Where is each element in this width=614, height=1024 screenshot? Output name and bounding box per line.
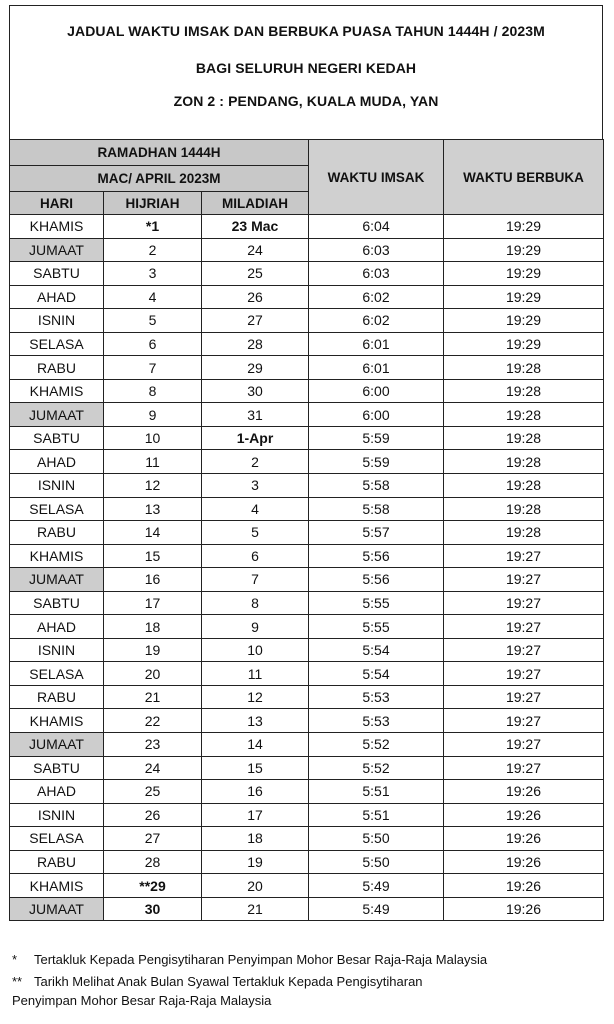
imsak-time-cell: 5:51 [309, 780, 444, 804]
berbuka-time-cell: 19:29 [444, 332, 604, 356]
berbuka-time-cell: 19:28 [444, 497, 604, 521]
day-cell: SABTU [10, 756, 104, 780]
miladiah-cell: 30 [202, 379, 309, 403]
berbuka-time-cell: 19:27 [444, 591, 604, 615]
footnote-text: Tarikh Melihat Anak Bulan Syawal Tertakluk Kepada Pengisytiharan [34, 974, 423, 989]
berbuka-time-cell: 19:26 [444, 803, 604, 827]
table-row [10, 474, 604, 498]
day-cell: KHAMIS [10, 709, 104, 733]
miladiah-cell: 4 [202, 497, 309, 521]
imsak-time-cell: 6:02 [309, 285, 444, 309]
hijriah-cell: 13 [104, 497, 202, 521]
miladiah-cell: 20 [202, 874, 309, 898]
miladiah-cell: 13 [202, 709, 309, 733]
hijriah-cell: 22 [104, 709, 202, 733]
miladiah-cell: 8 [202, 591, 309, 615]
miladiah-cell: 28 [202, 332, 309, 356]
imsak-time-cell: 5:54 [309, 662, 444, 686]
miladiah-cell: 3 [202, 474, 309, 498]
miladiah-cell: 26 [202, 285, 309, 309]
hijriah-cell: 28 [104, 850, 202, 874]
hijriah-cell: 7 [104, 356, 202, 380]
day-cell: JUMAAT [10, 568, 104, 592]
imsak-time-cell: 5:49 [309, 897, 444, 921]
imsak-time-cell: 6:04 [309, 215, 444, 239]
hijriah-cell: 20 [104, 662, 202, 686]
berbuka-time-cell: 19:27 [444, 568, 604, 592]
berbuka-time-cell: 19:29 [444, 262, 604, 286]
day-cell: SELASA [10, 332, 104, 356]
miladiah-cell: 25 [202, 262, 309, 286]
hijriah-cell: 16 [104, 568, 202, 592]
hijriah-cell: 2 [104, 238, 202, 262]
document-title: JADUAL WAKTU IMSAK DAN BERBUKA PUASA TAHUN 1444H / 2023M [67, 23, 545, 39]
berbuka-time-cell: 19:27 [444, 638, 604, 662]
imsak-time-cell: 6:00 [309, 403, 444, 427]
hijriah-cell: 4 [104, 285, 202, 309]
miladiah-cell: 7 [202, 568, 309, 592]
imsak-time-cell: 5:52 [309, 756, 444, 780]
hijriah-cell: 3 [104, 262, 202, 286]
imsak-time-cell: 6:03 [309, 262, 444, 286]
hijriah-cell: 6 [104, 332, 202, 356]
day-cell: AHAD [10, 450, 104, 474]
day-cell: SABTU [10, 426, 104, 450]
table-row [10, 285, 604, 309]
imsak-time-cell: 5:53 [309, 709, 444, 733]
berbuka-time-cell: 19:28 [444, 426, 604, 450]
hijriah-cell: 14 [104, 521, 202, 545]
berbuka-time-cell: 19:29 [444, 309, 604, 333]
hijriah-cell: *1 [104, 215, 202, 239]
footnote-2 [12, 972, 608, 991]
imsak-time-cell: 5:51 [309, 803, 444, 827]
miladiah-cell: 21 [202, 897, 309, 921]
table-row [10, 897, 604, 921]
imsak-time-cell: 5:54 [309, 638, 444, 662]
day-cell: RABU [10, 685, 104, 709]
imsak-time-cell: 6:01 [309, 356, 444, 380]
hijriah-cell: 10 [104, 426, 202, 450]
footnote-text: Tertakluk Kepada Pengisytiharan Penyimpan Mohor Besar Raja-Raja Malaysia [34, 952, 488, 967]
footnote-marker: * [12, 952, 18, 967]
day-cell: KHAMIS [10, 874, 104, 898]
miladiah-cell: 9 [202, 615, 309, 639]
berbuka-time-cell: 19:27 [444, 615, 604, 639]
table-row [10, 544, 604, 568]
miladiah-cell: 27 [202, 309, 309, 333]
hijriah-cell: 18 [104, 615, 202, 639]
table-row [10, 215, 604, 239]
table-row [10, 497, 604, 521]
day-cell: AHAD [10, 615, 104, 639]
berbuka-time-cell: 19:29 [444, 215, 604, 239]
table-row [10, 309, 604, 333]
hijriah-cell: 8 [104, 379, 202, 403]
hijriah-cell: 17 [104, 591, 202, 615]
miladiah-cell: 5 [202, 521, 309, 545]
month-group-header: MAC/ APRIL 2023M [10, 166, 309, 192]
miladiah-cell: 23 Mac [202, 215, 309, 239]
day-cell: SELASA [10, 662, 104, 686]
table-row [10, 521, 604, 545]
berbuka-time-cell: 19:27 [444, 544, 604, 568]
miladiah-cell: 10 [202, 638, 309, 662]
table-row [10, 709, 604, 733]
berbuka-time-cell: 19:26 [444, 780, 604, 804]
footnote-2-continuation: Penyimpan Mohor Besar Raja-Raja Malaysia [12, 993, 272, 1008]
imsak-time-cell: 6:00 [309, 379, 444, 403]
table-row [10, 426, 604, 450]
table-row [10, 615, 604, 639]
berbuka-time-cell: 19:27 [444, 662, 604, 686]
berbuka-time-cell: 19:26 [444, 850, 604, 874]
day-cell: ISNIN [10, 474, 104, 498]
hijriah-cell: 26 [104, 803, 202, 827]
day-cell: KHAMIS [10, 544, 104, 568]
berbuka-time-cell: 19:28 [444, 403, 604, 427]
document-header [9, 5, 603, 139]
imsak-time-cell: 5:58 [309, 474, 444, 498]
day-cell: RABU [10, 356, 104, 380]
table-row [10, 733, 604, 757]
berbuka-time-cell: 19:29 [444, 238, 604, 262]
zone-label: ZON 2 : PENDANG, KUALA MUDA, YAN [173, 93, 439, 109]
table-row [10, 874, 604, 898]
day-cell: KHAMIS [10, 215, 104, 239]
table-row [10, 662, 604, 686]
miladiah-cell: 6 [202, 544, 309, 568]
table-row [10, 591, 604, 615]
imsak-time-cell: 5:57 [309, 521, 444, 545]
table-row [10, 568, 604, 592]
miladiah-column-header: MILADIAH [202, 192, 309, 215]
day-cell: SELASA [10, 827, 104, 851]
imsak-time-cell: 5:55 [309, 591, 444, 615]
table-row [10, 356, 604, 380]
hijriah-cell: 19 [104, 638, 202, 662]
miladiah-cell: 17 [202, 803, 309, 827]
footnote-1 [12, 950, 608, 969]
imsak-time-cell: 5:52 [309, 733, 444, 757]
berbuka-time-cell: 19:26 [444, 827, 604, 851]
hijriah-cell: 25 [104, 780, 202, 804]
table-row [10, 238, 604, 262]
day-cell: JUMAAT [10, 897, 104, 921]
berbuka-time-cell: 19:28 [444, 474, 604, 498]
imsak-column-header: WAKTU IMSAK [309, 140, 444, 215]
imsak-time-cell: 5:50 [309, 827, 444, 851]
miladiah-cell: 1-Apr [202, 426, 309, 450]
berbuka-time-cell: 19:28 [444, 450, 604, 474]
imsak-time-cell: 5:50 [309, 850, 444, 874]
day-cell: KHAMIS [10, 379, 104, 403]
berbuka-time-cell: 19:28 [444, 356, 604, 380]
day-cell: JUMAAT [10, 238, 104, 262]
berbuka-time-cell: 19:28 [444, 379, 604, 403]
hijriah-cell: 30 [104, 897, 202, 921]
miladiah-cell: 16 [202, 780, 309, 804]
day-cell: SABTU [10, 591, 104, 615]
day-cell: ISNIN [10, 803, 104, 827]
day-cell: RABU [10, 521, 104, 545]
hijriah-cell: 27 [104, 827, 202, 851]
miladiah-cell: 15 [202, 756, 309, 780]
miladiah-cell: 12 [202, 685, 309, 709]
document-subtitle: BAGI SELURUH NEGERI KEDAH [195, 60, 417, 76]
hijriah-cell: 24 [104, 756, 202, 780]
hijriah-cell: 23 [104, 733, 202, 757]
day-cell: JUMAAT [10, 733, 104, 757]
imsak-time-cell: 6:01 [309, 332, 444, 356]
table-row [10, 332, 604, 356]
berbuka-time-cell: 19:26 [444, 874, 604, 898]
table-row [10, 756, 604, 780]
berbuka-time-cell: 19:27 [444, 756, 604, 780]
imsak-time-cell: 5:56 [309, 568, 444, 592]
miladiah-cell: 19 [202, 850, 309, 874]
miladiah-cell: 11 [202, 662, 309, 686]
imsak-time-cell: 5:49 [309, 874, 444, 898]
day-cell: AHAD [10, 285, 104, 309]
miladiah-cell: 18 [202, 827, 309, 851]
berbuka-time-cell: 19:27 [444, 709, 604, 733]
berbuka-time-cell: 19:26 [444, 897, 604, 921]
day-cell: JUMAAT [10, 403, 104, 427]
table-row [10, 638, 604, 662]
table-row [10, 827, 604, 851]
day-cell: RABU [10, 850, 104, 874]
berbuka-column-header: WAKTU BERBUKA [444, 140, 604, 215]
miladiah-cell: 2 [202, 450, 309, 474]
day-cell: AHAD [10, 780, 104, 804]
hijriah-cell: 15 [104, 544, 202, 568]
miladiah-cell: 29 [202, 356, 309, 380]
hijriah-cell: 12 [104, 474, 202, 498]
table-row [10, 450, 604, 474]
table-row [10, 379, 604, 403]
ramadhan-group-header: RAMADHAN 1444H [10, 140, 309, 166]
table-row [10, 262, 604, 286]
imsak-time-cell: 5:58 [309, 497, 444, 521]
miladiah-cell: 31 [202, 403, 309, 427]
imsak-time-cell: 6:02 [309, 309, 444, 333]
imsak-time-cell: 5:55 [309, 615, 444, 639]
berbuka-time-cell: 19:27 [444, 685, 604, 709]
berbuka-time-cell: 19:29 [444, 285, 604, 309]
hijriah-cell: 5 [104, 309, 202, 333]
table-row [10, 780, 604, 804]
hijriah-cell: 21 [104, 685, 202, 709]
miladiah-cell: 24 [202, 238, 309, 262]
berbuka-time-cell: 19:28 [444, 521, 604, 545]
miladiah-cell: 14 [202, 733, 309, 757]
imsak-time-cell: 6:03 [309, 238, 444, 262]
day-cell: SABTU [10, 262, 104, 286]
day-cell: SELASA [10, 497, 104, 521]
imsak-time-cell: 5:59 [309, 450, 444, 474]
imsak-time-cell: 5:59 [309, 426, 444, 450]
hijriah-cell: 11 [104, 450, 202, 474]
table-row [10, 803, 604, 827]
hari-column-header: HARI [10, 192, 104, 215]
imsak-time-cell: 5:56 [309, 544, 444, 568]
footnotes [12, 950, 608, 1010]
table-row [10, 850, 604, 874]
day-cell: ISNIN [10, 638, 104, 662]
table-row [10, 685, 604, 709]
hijriah-cell: **29 [104, 874, 202, 898]
footnote-marker: ** [12, 974, 23, 989]
imsak-time-cell: 5:53 [309, 685, 444, 709]
imsak-berbuka-table [9, 139, 604, 921]
hijriah-cell: 9 [104, 403, 202, 427]
table-row [10, 403, 604, 427]
day-cell: ISNIN [10, 309, 104, 333]
berbuka-time-cell: 19:27 [444, 733, 604, 757]
hijriah-column-header: HIJRIAH [104, 192, 202, 215]
